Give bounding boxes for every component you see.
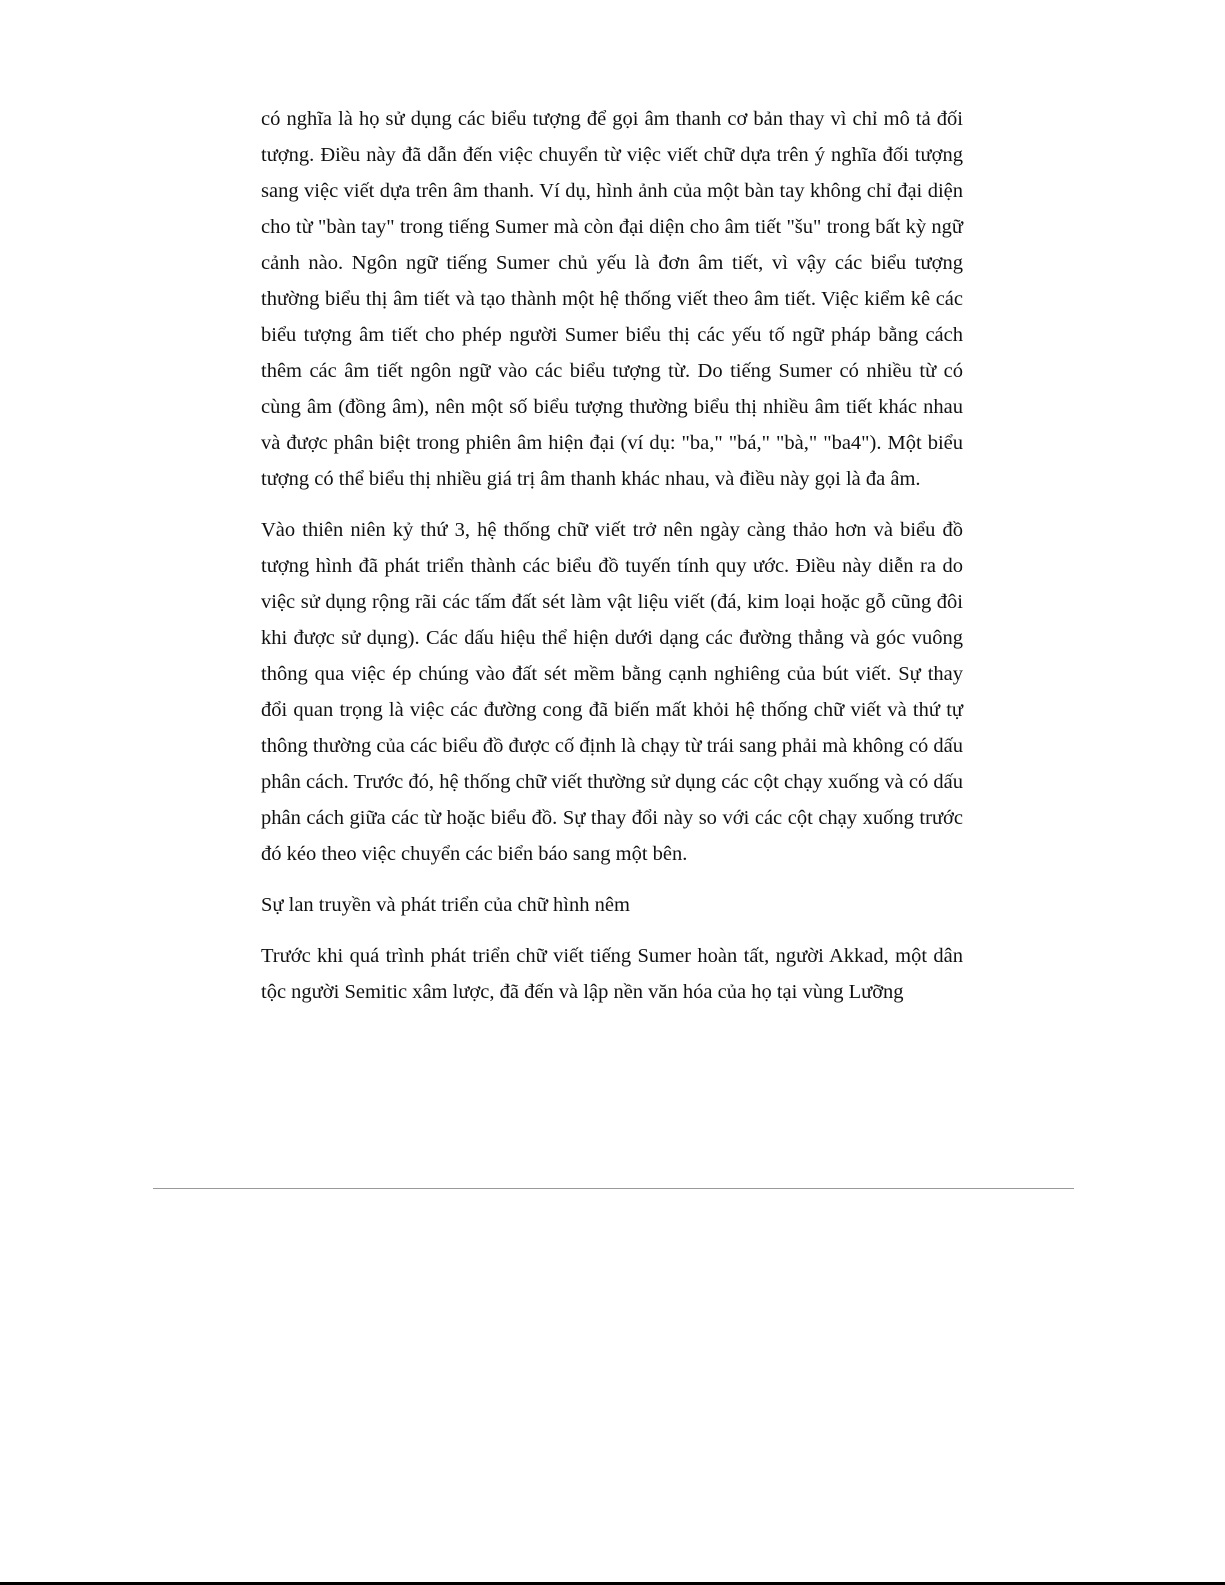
paragraph-third-millennium: Vào thiên niên kỷ thứ 3, hệ thống chữ viết trở nên ngày càng thảo hơn và biểu đồ tượng hình đã phát triển thành các biểu đồ tuyến tính quy ước. Điều này diễn ra do việc sử dụng rộng rãi các tấm đất sét làm vật liệu viết (đá, kim loại hoặc gỗ cũng đôi khi được sử dụng). Các dấu hiệu thể hiện dưới dạng các đường thẳng và góc vuông thông qua việc ép chúng vào đất sét mềm bằng cạnh nghiêng của bút viết. Sự thay đổi quan trọng là việc các đường cong đã biến mất khỏi hệ thống chữ viết và thứ tự thông thường của các biểu đồ được cố định là chạy từ trái sang phải mà không có dấu phân cách. Trước đó, hệ thống chữ viết thường sử dụng các cột chạy xuống và có dấu phân cách giữa các từ hoặc biểu đồ. Sự thay đổi này so với các cột chạy xuống trước đó kéo theo việc chuyển các biển báo sang một bên.	[261, 519, 963, 865]
page-divider	[153, 1188, 1074, 1189]
page-body	[261, 101, 963, 1010]
section-heading: Sự lan truyền và phát triển của chữ hình nêm	[261, 894, 630, 916]
paragraph-akkadian: Trước khi quá trình phát triển chữ viết tiếng Sumer hoàn tất, người Akkad, một dân tộc người Semitic xâm lược, đã đến và lập nền văn hóa của họ tại vùng Lưỡng	[261, 945, 963, 1003]
paragraph-phonetic-symbols: có nghĩa là họ sử dụng các biểu tượng để gọi âm thanh cơ bản thay vì chỉ mô tả đối tượng. Điều này đã dẫn đến việc chuyển từ việc viết chữ dựa trên ý nghĩa đối tượng sang việc viết dựa trên âm thanh. Ví dụ, hình ảnh của một bàn tay không chỉ đại diện cho từ "bàn tay" trong tiếng Sumer mà còn đại diện cho âm tiết "šu" trong bất kỳ ngữ cảnh nào. Ngôn ngữ tiếng Sumer chủ yếu là đơn âm tiết, vì vậy các biểu tượng thường biểu thị âm tiết và tạo thành một hệ thống viết theo âm tiết. Việc kiểm kê các biểu tượng âm tiết cho phép người Sumer biểu thị các yếu tố ngữ pháp bằng cách thêm các âm tiết ngôn ngữ vào các biểu tượng từ. Do tiếng Sumer có nhiều từ có cùng âm (đồng âm), nên một số biểu tượng thường biểu thị nhiều âm tiết khác nhau và được phân biệt trong phiên âm hiện đại (ví dụ: "ba," "bá," "bà," "ba4"). Một biểu tượng có thể biểu thị nhiều giá trị âm thanh khác nhau, và điều này gọi là đa âm.	[261, 108, 963, 490]
